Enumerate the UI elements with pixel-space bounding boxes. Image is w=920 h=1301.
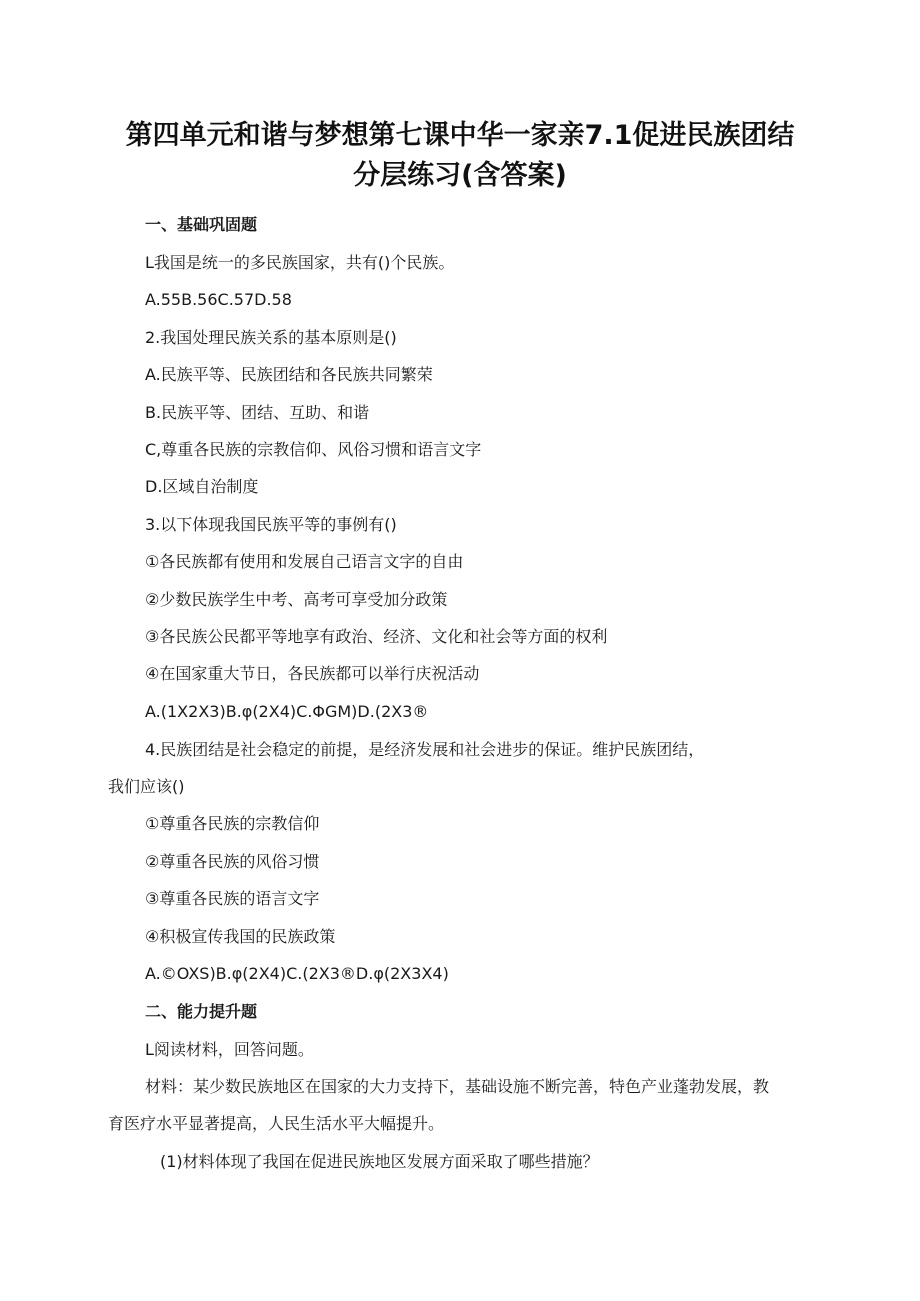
question-2-option-a: A.民族平等、民族团结和各民族共同繁荣 [145, 365, 433, 384]
question-4-stem-line1: 4.民族团结是社会稳定的前提，是经济发展和社会进步的保证。维护民族团结， [145, 740, 705, 759]
question-4-item-1: ①尊重各民族的宗教信仰 [145, 814, 320, 833]
advanced-question-1-stem: L阅读材料，回答问题。 [145, 1040, 314, 1059]
question-1-options: A.55B.56C.57D.58 [145, 290, 292, 309]
question-4-item-3: ③尊重各民族的语言文字 [145, 889, 320, 908]
question-3-options: A.(1X2X3)B.φ(2X4)C.ΦGM)D.(2X3® [145, 702, 429, 721]
question-1-stem: L我国是统一的多民族国家，共有()个民族。 [145, 253, 455, 272]
document-title-line2: 分层练习(含答案) [353, 160, 567, 191]
question-2-option-c: C,尊重各民族的宗教信仰、风俗习惯和语言文字 [145, 440, 482, 459]
document-title-line1: 第四单元和谐与梦想第七课中华一家亲7.1促进民族团结 [125, 120, 795, 151]
section-heading-advanced: 二、能力提升题 [145, 1002, 258, 1021]
question-3-item-2: ②少数民族学生中考、高考可享受加分政策 [145, 590, 448, 609]
advanced-subquestion-1: (1)材料体现了我国在促进民族地区发展方面采取了哪些措施？ [160, 1152, 599, 1171]
question-3-stem: 3.以下体现我国民族平等的事例有() [145, 515, 397, 534]
question-2-option-d: D.区域自治制度 [145, 477, 259, 496]
question-3-item-3: ③各民族公民都平等地享有政治、经济、文化和社会等方面的权利 [145, 627, 608, 646]
advanced-material-line1: 材料：某少数民族地区在国家的大力支持下，基础设施不断完善，特色产业蓬勃发展，教 [145, 1077, 770, 1096]
advanced-material-line2: 育医疗水平显著提高，人民生活水平大幅提升。 [108, 1114, 445, 1133]
question-4-stem-line2: 我们应该() [108, 777, 185, 796]
question-2-option-b: B.民族平等、团结、互助、和谐 [145, 403, 370, 422]
question-4-item-4: ④积极宣传我国的民族政策 [145, 927, 336, 946]
question-2-stem: 2.我国处理民族关系的基本原则是() [145, 328, 397, 347]
question-3-item-4: ④在国家重大节日，各民族都可以举行庆祝活动 [145, 664, 480, 683]
section-heading-basic: 一、基础巩固题 [145, 215, 258, 234]
question-3-item-1: ①各民族都有使用和发展自己语言文字的自由 [145, 552, 464, 571]
question-4-options: A.©OXS)B.φ(2X4)C.(2X3®D.φ(2X3X4) [145, 964, 449, 983]
question-4-item-2: ②尊重各民族的风俗习惯 [145, 852, 320, 871]
